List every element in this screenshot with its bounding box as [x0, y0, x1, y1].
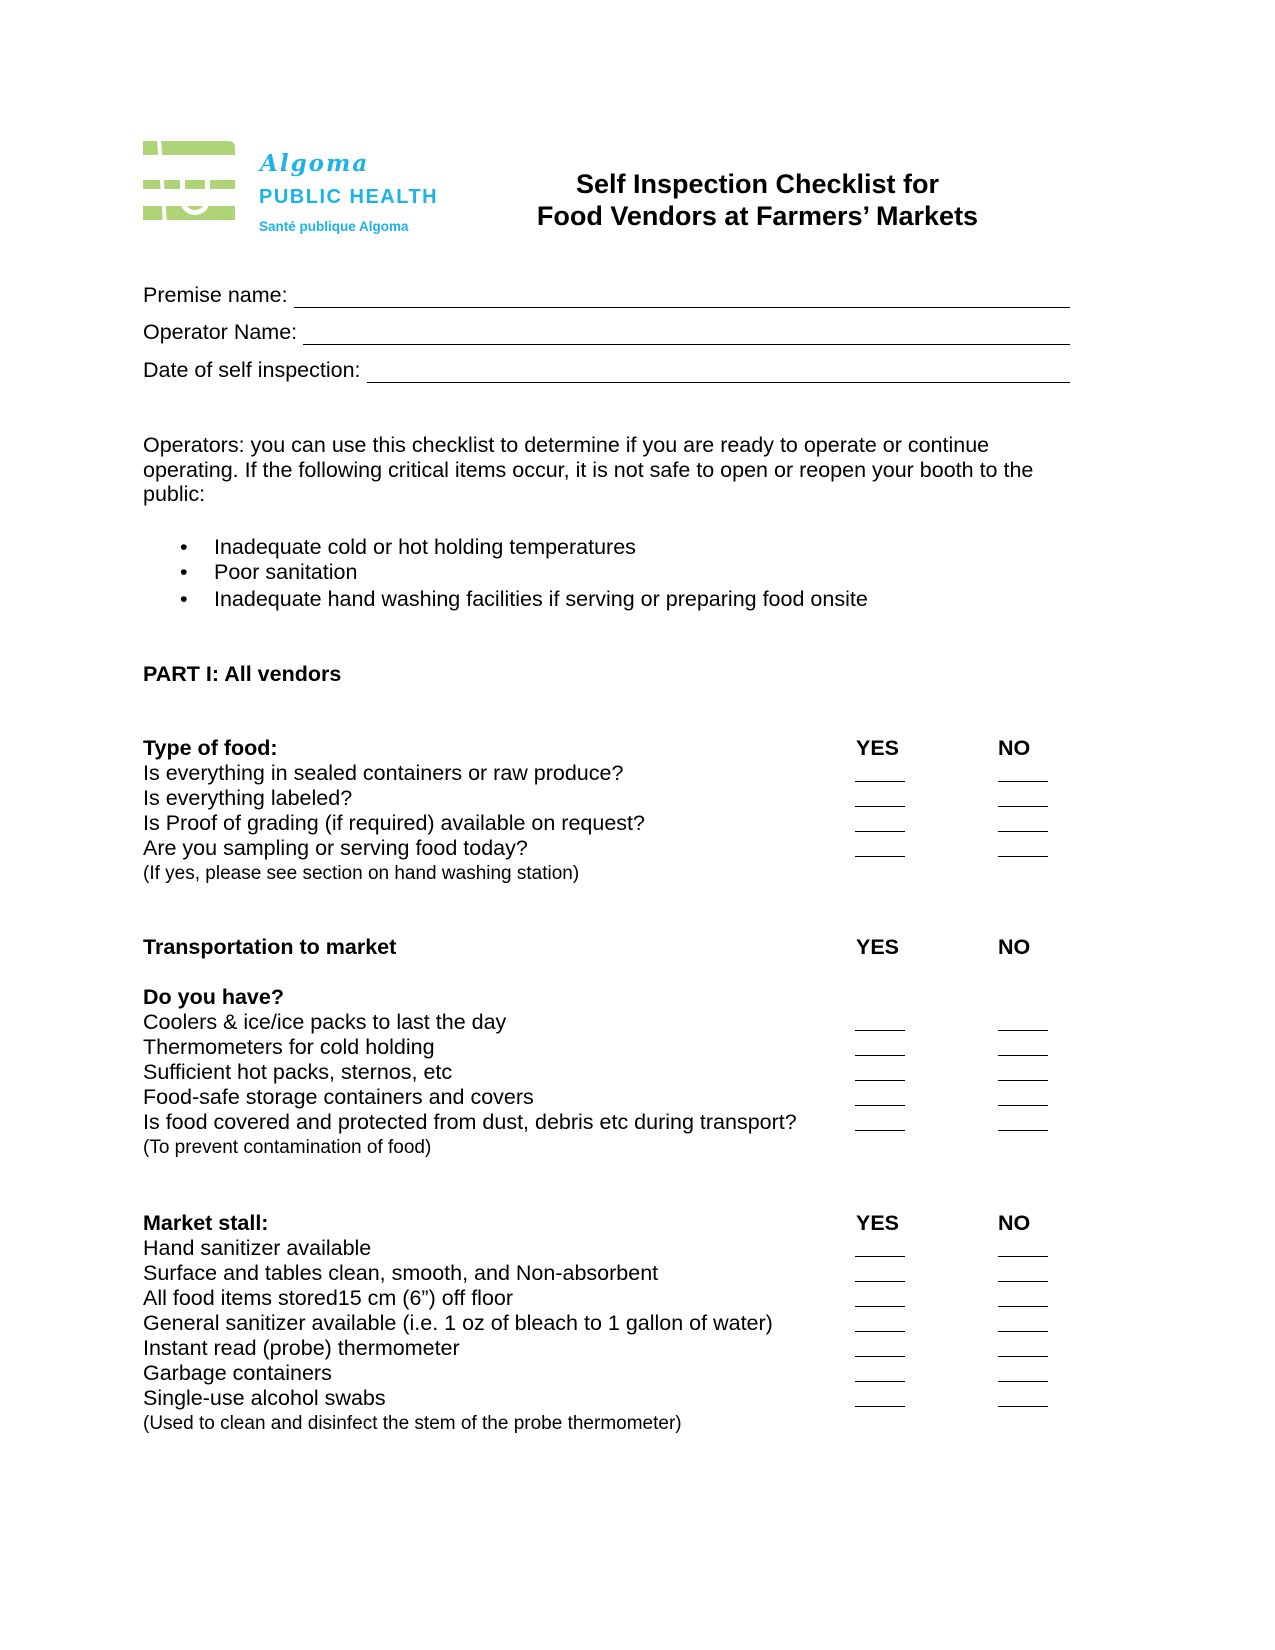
checklist-row [143, 1311, 1073, 1336]
checklist-row [143, 1060, 1073, 1085]
title-line-1: Self Inspection Checklist for [575, 169, 940, 199]
logo-french: Santé publique Algoma [259, 219, 409, 234]
section-transportation [143, 935, 1073, 1160]
spacer [143, 960, 1073, 985]
yes-answer-blank[interactable] [855, 1256, 905, 1257]
section-market-stall [143, 1211, 1073, 1436]
no-answer-blank[interactable] [998, 1055, 1048, 1056]
no-answer-blank[interactable] [998, 1281, 1048, 1282]
checklist-question: Is everything labeled? [143, 786, 353, 810]
part-heading: PART I: All vendors [143, 662, 342, 686]
checklist-row [143, 786, 1073, 811]
yes-column-header: YES [856, 736, 900, 760]
no-answer-blank[interactable] [998, 1130, 1048, 1131]
no-answer-blank[interactable] [998, 1356, 1048, 1357]
no-column-header: NO [998, 1211, 1031, 1235]
checklist-question: Sufficient hot packs, sternos, etc [143, 1060, 453, 1084]
page-title [470, 168, 1045, 232]
no-answer-blank[interactable] [998, 1406, 1048, 1407]
checklist-question: General sanitizer available (i.e. 1 oz of bleach to 1 gallon of water) [143, 1311, 773, 1335]
no-answer-blank[interactable] [998, 1105, 1048, 1106]
logo-script: Algoma [260, 150, 370, 177]
logo-name: PUBLIC HEALTH [259, 186, 439, 208]
yes-answer-blank[interactable] [855, 1130, 905, 1131]
field-label: Operator Name: [143, 320, 298, 344]
no-answer-blank[interactable] [998, 1080, 1048, 1081]
checklist-row [143, 1361, 1073, 1386]
checklist-row [143, 1236, 1073, 1261]
checklist-question: Is Proof of grading (if required) available on request? [143, 811, 645, 835]
checklist-question: All food items stored15 cm (6”) off floor [143, 1286, 514, 1310]
date-field[interactable] [143, 358, 1070, 383]
section-type-of-food [143, 736, 1073, 886]
intro-paragraph: Operators: you can use this checklist to determine if you are ready to operate or continue operating. If the following critical items occur, it is not safe to open or reopen your booth to the public: [143, 433, 1034, 506]
yes-answer-blank[interactable] [855, 1281, 905, 1282]
yes-answer-blank[interactable] [855, 806, 905, 807]
yes-answer-blank[interactable] [855, 1105, 905, 1106]
checklist-row [143, 836, 1073, 861]
section-heading: Transportation to market [143, 935, 397, 959]
checklist-question: Surface and tables clean, smooth, and Non-absorbent [143, 1261, 659, 1285]
yes-answer-blank[interactable] [855, 831, 905, 832]
yes-answer-blank[interactable] [855, 1406, 905, 1407]
checklist-row [143, 1286, 1073, 1311]
yes-answer-blank[interactable] [855, 1030, 905, 1031]
no-column-header: NO [998, 935, 1031, 959]
no-answer-blank[interactable] [998, 781, 1048, 782]
checklist-question: Are you sampling or serving food today? [143, 836, 528, 860]
section-heading: Type of food: [143, 736, 278, 760]
checklist-question: Coolers & ice/ice packs to last the day [143, 1010, 507, 1034]
no-answer-blank[interactable] [998, 831, 1048, 832]
yes-answer-blank[interactable] [855, 1381, 905, 1382]
checklist-row [143, 1035, 1073, 1060]
no-answer-blank[interactable] [998, 1331, 1048, 1332]
checklist-question: Hand sanitizer available [143, 1236, 372, 1260]
no-answer-blank[interactable] [998, 1256, 1048, 1257]
no-answer-blank[interactable] [998, 1030, 1048, 1031]
no-answer-blank[interactable] [998, 1306, 1048, 1307]
checklist-row [143, 1010, 1073, 1035]
section-subheading: Do you have? [143, 985, 284, 1009]
checklist-row [143, 1336, 1073, 1361]
checklist-row [143, 1261, 1073, 1286]
section-note: (To prevent contamination of food) [143, 1137, 432, 1158]
checklist-question: Instant read (probe) thermometer [143, 1336, 460, 1360]
checklist-question: Food-safe storage containers and covers [143, 1085, 534, 1109]
checklist-question: Garbage containers [143, 1361, 332, 1385]
checklist-question: Is food covered and protected from dust, debris etc during transport? [143, 1110, 797, 1134]
checklist-row [143, 811, 1073, 836]
premise-name-field[interactable] [143, 283, 1070, 308]
yes-answer-blank[interactable] [855, 1356, 905, 1357]
no-answer-blank[interactable] [998, 856, 1048, 857]
title-line-2: Food Vendors at Farmers’ Markets [536, 201, 979, 231]
yes-answer-blank[interactable] [855, 1331, 905, 1332]
checklist-question: Thermometers for cold holding [143, 1035, 435, 1059]
field-label: Date of self inspection: [143, 358, 361, 382]
checklist-question: Single-use alcohol swabs [143, 1386, 386, 1410]
no-answer-blank[interactable] [998, 806, 1048, 807]
yes-column-header: YES [856, 1211, 900, 1235]
yes-answer-blank[interactable] [855, 1055, 905, 1056]
bullet-item: • Inadequate cold or hot holding temperatures [180, 535, 636, 559]
yes-answer-blank[interactable] [855, 1306, 905, 1307]
checklist-row [143, 761, 1073, 786]
checklist-row [143, 1110, 1073, 1135]
checklist-row [143, 1085, 1073, 1110]
yes-column-header: YES [856, 935, 900, 959]
section-note: (Used to clean and disinfect the stem of the probe thermometer) [143, 1413, 682, 1434]
yes-answer-blank[interactable] [855, 856, 905, 857]
field-label: Premise name: [143, 283, 288, 307]
section-note: (If yes, please see section on hand washing station) [143, 863, 580, 884]
operator-name-field[interactable] [143, 320, 1070, 345]
checklist-row [143, 1386, 1073, 1411]
yes-answer-blank[interactable] [855, 781, 905, 782]
no-column-header: NO [998, 736, 1031, 760]
bullet-item: • Inadequate hand washing facilities if serving or preparing food onsite [180, 587, 868, 611]
bullet-item: • Poor sanitation [180, 560, 358, 584]
section-heading: Market stall: [143, 1211, 269, 1235]
checklist-question: Is everything in sealed containers or raw produce? [143, 761, 624, 785]
yes-answer-blank[interactable] [855, 1080, 905, 1081]
no-answer-blank[interactable] [998, 1381, 1048, 1382]
